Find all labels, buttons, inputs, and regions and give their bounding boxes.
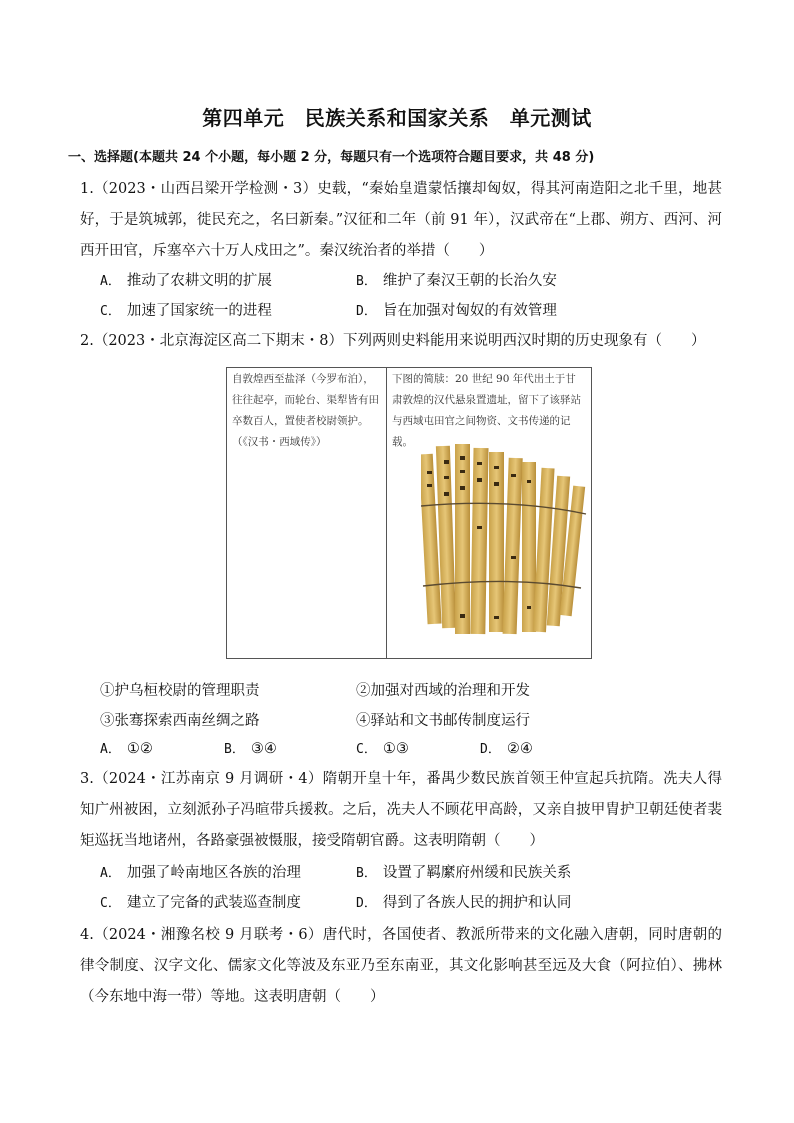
q3-option-b[interactable] [356, 863, 571, 884]
section-heading: 一、选择题(本题共 24 个小题，每小题 2 分，每题只有一个选项符合题目要求，共 48 分) [68, 150, 595, 165]
option-letter: A． [100, 866, 121, 881]
q3-option-d[interactable] [356, 893, 571, 914]
option-letter: C． [100, 896, 121, 911]
material-cell-right [387, 368, 591, 658]
option-letter: A． [100, 742, 121, 757]
option-text: ①③ [382, 741, 409, 757]
option-text: 加强了岭南地区各族的治理 [126, 865, 301, 881]
question-4-stem: 4.（2024・湘豫名校 9 月联考・6）唐代时，各国使者、教派所带来的文化融入唐朝，同时唐朝的律令制度、汉字文化、儒家文化等波及东亚乃至东南亚，其文化影响甚至远及大食（阿拉伯）、拂林（今东地中海一带）等地。这表明唐朝（ ） [80, 927, 722, 1005]
option-text: 建立了完备的武装巡查制度 [126, 895, 301, 911]
q1-option-c[interactable] [100, 301, 272, 322]
option-letter: C． [356, 742, 377, 757]
option-text: 旨在加强对匈奴的有效管理 [382, 303, 557, 319]
option-text: 维护了秦汉王朝的长治久安 [382, 273, 557, 289]
option-letter: A． [100, 274, 121, 289]
source-material-table [226, 367, 592, 659]
q1-option-d[interactable] [356, 301, 557, 322]
q1-option-a[interactable] [100, 271, 272, 292]
option-text: ①② [126, 741, 153, 757]
material-text-left: 自敦煌西至盐泽（今罗布泊），往往起亭，而轮台、渠犁皆有田卒数百人，置使者校尉领护。（《汉书・西域传》） [227, 368, 387, 658]
statement-3: ③张骞探索西南丝绸之路 [100, 713, 260, 729]
q3-option-c[interactable] [100, 893, 301, 914]
option-letter: D． [356, 304, 377, 319]
q2-option-d[interactable] [480, 739, 533, 760]
q2-option-a[interactable] [100, 739, 153, 760]
option-text: ②④ [506, 741, 533, 757]
q2-option-c[interactable] [356, 739, 409, 760]
option-letter: C． [100, 304, 121, 319]
bamboo-slips-image [421, 436, 601, 646]
question-3-stem: 3.（2024・江苏南京 9 月调研・4）隋朝开皇十年，番禺少数民族首领王仲宣起兵抗隋。冼夫人得知广州被困，立刻派孙子冯暄带兵援救。之后，冼夫人不顾花甲高龄，又亲自披甲胄护卫朝廷使者裴矩巡抚当地诸州，各路豪强被慑服，接受隋朝官爵。这表明隋朝（ ） [80, 771, 722, 849]
option-letter: B． [356, 866, 377, 881]
statement-2: ②加强对西域的治理和开发 [356, 683, 530, 699]
option-text: 加速了国家统一的进程 [126, 303, 272, 319]
option-text: 设置了羁縻府州缓和民族关系 [382, 865, 572, 881]
statement-4: ④驿站和文书邮传制度运行 [356, 713, 530, 729]
question-2-stem: 2.（2023・北京海淀区高二下期末・8）下列两则史料能用来说明西汉时期的历史现象有（ ） [80, 333, 706, 349]
option-letter: D． [480, 742, 501, 757]
option-text: 得到了各族人民的拥护和认同 [382, 895, 572, 911]
option-text: ③④ [250, 741, 277, 757]
question-1-stem: 1.（2023・山西吕梁开学检测・3）史载，“秦始皇遣蒙恬攘却匈奴，得其河南造阳之北千里，地甚好，于是筑城郭，徙民充之，名曰新秦。”汉征和二年（前 91 年），汉武帝在“上郡、朔方、西河、河西开田官，斥塞卒六十万人戍田之”。秦汉统治者的举措（ ） [80, 181, 722, 259]
material-text-right: 下图的简牍：20 世纪 90 年代出土于甘肃敦煌的汉代悬泉置遗址，留下了该驿站与西域屯田官之间物资、文书传递的记载。 [392, 373, 581, 448]
statement-1: ①护乌桓校尉的管理职责 [100, 683, 260, 699]
option-letter: B． [224, 742, 245, 757]
option-letter: D． [356, 896, 377, 911]
option-text: 推动了农耕文明的扩展 [126, 273, 272, 289]
q2-option-b[interactable] [224, 739, 277, 760]
page-title: 第四单元 民族关系和国家关系 单元测试 [202, 106, 592, 130]
q3-option-a[interactable] [100, 863, 301, 884]
option-letter: B． [356, 274, 377, 289]
q1-option-b[interactable] [356, 271, 557, 292]
